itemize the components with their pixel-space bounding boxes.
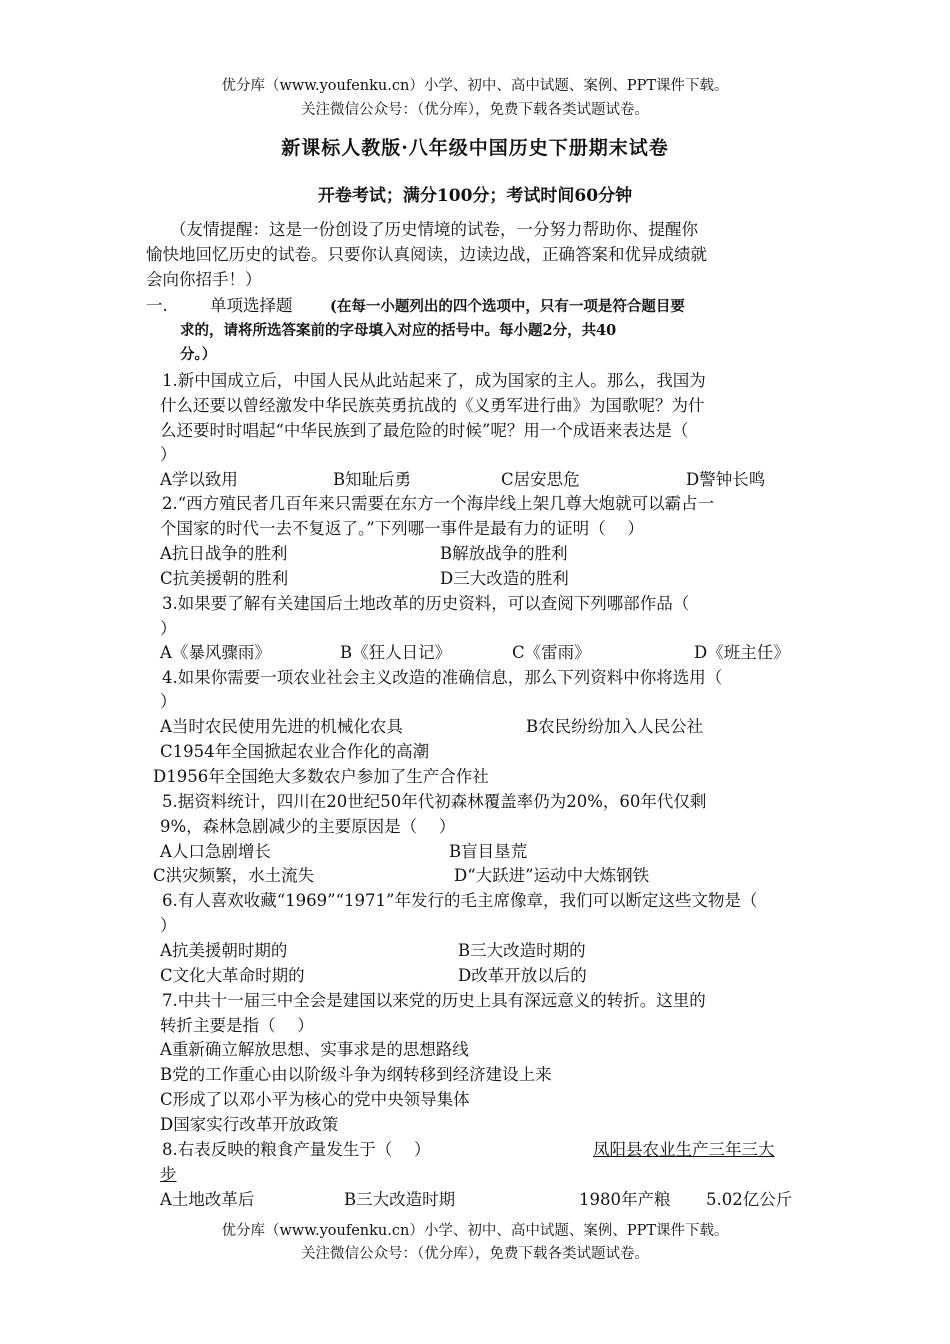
q3-option-b: B《狂人日记》 <box>340 643 452 662</box>
q7-option-b: B党的工作重心由以阶级斗争为纲转移到经济建设上来 <box>160 1065 552 1084</box>
q5-line-1: 5.据资料统计，四川在20世纪50年代初森林覆盖率仍为20%，60年代仅剩 <box>162 792 707 811</box>
q1-line-4: ） <box>160 445 177 464</box>
q7-option-c: C形成了以邓小平为核心的党中央领导集体 <box>160 1090 470 1109</box>
q2-line-1: 2.“西方殖民者几百年来只需要在东方一个海岸线上架几尊大炮就可以霸占一 <box>162 494 715 513</box>
q7-line-2: 转折主要是指（ ） <box>160 1016 314 1035</box>
q1-option-c: C居安思危 <box>501 470 580 489</box>
q1-option-a: A学以致用 <box>160 470 238 489</box>
section-number: 一. <box>146 296 168 315</box>
exam-subtitle: 开卷考试；满分100分；考试时间60分钟 <box>317 186 633 206</box>
q2-option-c: C抗美援朝的胜利 <box>160 569 289 588</box>
section-note-1: (在每一小题列出的四个选项中，只有一项是符合题目要 <box>330 298 685 315</box>
section-note-2: 求的，请将所选答案前的字母填入对应的括号中。每小题2分，共40 <box>180 322 617 339</box>
q8-table-title-1: 凤阳县农业生产三年三大 <box>593 1140 775 1159</box>
q1-line-2: 什么还要以曾经激发中华民族英勇抗战的《义勇军进行曲》为国歌呢？为什 <box>160 396 705 415</box>
intro-line-1: （友情提醒：这是一份创设了历史情境的试卷，一分努力帮助你、提醒你 <box>170 220 698 239</box>
q6-option-b: B三大改造时期的 <box>458 941 586 960</box>
q6-option-d: D改革开放以后的 <box>458 966 587 985</box>
q4-option-d: D1956年全国绝大多数农户参加了生产合作社 <box>153 767 489 786</box>
q1-line-1: 1.新中国成立后，中国人民从此站起来了，成为国家的主人。那么，我国为 <box>162 371 706 390</box>
intro-line-3: 会向你招手！） <box>146 270 262 289</box>
q8-table-amount: 5.02亿公斤 <box>706 1190 793 1209</box>
q5-option-c: C洪灾频繁，水土流失 <box>153 866 315 885</box>
q2-option-d: D三大改造的胜利 <box>440 569 569 588</box>
q5-option-a: A人口急剧增长 <box>160 842 271 861</box>
q6-line-1: 6.有人喜欢收藏“1969”“1971”年发行的毛主席像章，我们可以断定这些文物是（ <box>162 891 758 910</box>
q4-option-b: B农民纷纷加入人民公社 <box>526 717 704 736</box>
q8-line-1: 8.右表反映的粮食产量发生于（ ） <box>162 1140 431 1159</box>
q6-option-a: A抗美援朝时期的 <box>160 941 288 960</box>
q2-option-a: A抗日战争的胜利 <box>160 544 288 563</box>
q3-option-a: A《暴风骤雨》 <box>160 643 271 662</box>
q7-option-d: D国家实行改革开放政策 <box>160 1115 339 1134</box>
q1-line-3: 么还要时时唱起“中华民族到了最危险的时候”呢？用一个成语来表达是（ <box>160 421 689 440</box>
q4-line-2: ） <box>160 692 177 711</box>
q1-option-d: D警钟长鸣 <box>686 470 766 489</box>
q3-option-d: D《班主任》 <box>694 643 790 662</box>
q3-line-1: 3.如果要了解有关建国后土地改革的历史资料，可以查阅下列哪部作品（ <box>162 594 690 613</box>
q3-option-c: C《雷雨》 <box>512 643 591 662</box>
q3-line-2: ） <box>160 619 177 638</box>
q4-option-a: A当时农民使用先进的机械化农具 <box>160 717 403 736</box>
q5-line-2: 9%，森林急剧减少的主要原因是（ ） <box>160 817 456 836</box>
footer-line-1: 优分库（www.youfenku.cn）小学、初中、高中试题、案例、PPT课件下载。 <box>221 1223 729 1239</box>
exam-title: 新课标人教版·八年级中国历史下册期末试卷 <box>281 137 669 159</box>
section-name: 单项选择题 <box>210 296 293 315</box>
q5-option-d: D“大跃进”运动中大炼钢铁 <box>454 866 650 885</box>
header-line-1: 优分库（www.youfenku.cn）小学、初中、高中试题、案例、PPT课件下载。 <box>221 78 729 94</box>
header-line-2: 关注微信公众号：（优分库），免费下载各类试题试卷。 <box>301 102 649 118</box>
intro-line-2: 愉快地回忆历史的试卷。只要你认真阅读，边读边战，正确答案和优异成绩就 <box>146 245 707 264</box>
q8-table-year: 1980年产粮 <box>579 1190 671 1209</box>
q2-option-b: B解放战争的胜利 <box>440 544 568 563</box>
q8-table-title-2: 步 <box>160 1165 177 1184</box>
section-note-3: 分。） <box>180 346 217 363</box>
q8-option-a: A土地改革后 <box>160 1190 255 1209</box>
footer-line-2: 关注微信公众号：（优分库），免费下载各类试题试卷。 <box>301 1246 649 1262</box>
q4-line-1: 4.如果你需要一项农业社会主义改造的准确信息，那么下列资料中你将选用（ <box>162 668 723 687</box>
q7-line-1: 7.中共十一届三中全会是建国以来党的历史上具有深远意义的转折。这里的 <box>162 991 706 1010</box>
q1-option-b: B知耻后勇 <box>333 470 412 489</box>
q4-option-c: C1954年全国掀起农业合作化的高潮 <box>160 742 430 761</box>
q6-line-2: ） <box>160 916 177 935</box>
q5-option-b: B盲目垦荒 <box>449 842 528 861</box>
q6-option-c: C文化大革命时期的 <box>160 966 305 985</box>
q8-option-b: B三大改造时期 <box>344 1190 456 1209</box>
q7-option-a: A重新确立解放思想、实事求是的思想路线 <box>160 1040 469 1059</box>
q2-line-2: 个国家的时代一去不复返了。”下列哪一事件是最有力的证明（ ） <box>160 519 644 538</box>
